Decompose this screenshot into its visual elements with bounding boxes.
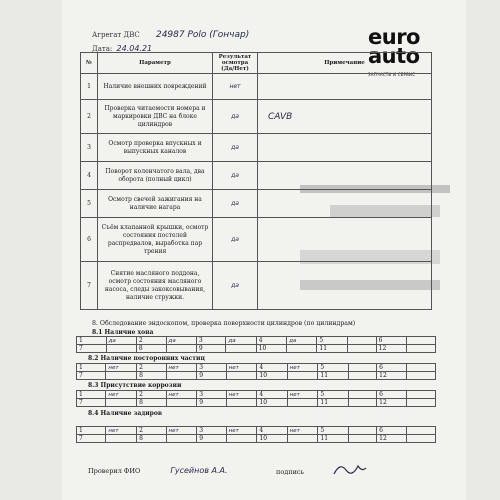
grid-row: 1 нет 2 нет 3 нет 4 нет 5 6	[77, 391, 436, 399]
checked-value: Гусейнов А.А.	[170, 466, 228, 475]
date-label: Дата: 24.04.21	[92, 44, 153, 53]
checked-by	[88, 466, 228, 475]
table-row: 5 Осмотр свечей зажигания на наличие нагара да	[81, 190, 432, 218]
grid-row: 1 да 2 да 3 да 4 да 5 6	[77, 337, 436, 345]
cylinder-grid	[76, 336, 436, 353]
grid-row: 1 нет 2 нет 3 нет 4 нет 5 6	[77, 364, 436, 372]
inspection-table	[80, 52, 432, 310]
header-param: Параметр	[98, 53, 213, 74]
subsection-title: 8.2 Наличие посторонних частиц	[88, 355, 205, 362]
header-num: №	[81, 53, 98, 74]
grid-row: 7 8 9 10 11 12	[77, 399, 436, 407]
table-row: 3 Осмотр проверка впускных и выпускных каналов да	[81, 134, 432, 162]
subsection-title: 8.3 Присутствие коррозии	[88, 382, 182, 389]
table-row: 6 Съём клапанной крышки, осмотр состояния постелей распредвалов, выработка пар трения да	[81, 218, 432, 262]
grid-row: 7 8 9 10 11 12	[77, 435, 436, 443]
header-result: Результат осмотра (Да/Нет)	[213, 53, 258, 74]
date-value: 24.04.21	[116, 44, 153, 53]
grid-row: 1 нет 2 нет 3 нет 4 нет 5 6	[77, 427, 436, 435]
table-row: 4 Поворот коленчатого вала, два оборота (полный цикл) да	[81, 162, 432, 190]
cylinder-grid	[76, 390, 436, 407]
table-row: 2 Проверка читаемости номера и маркировки ДВС на блоке цилиндров да CAVB	[81, 100, 432, 134]
subsection-title: 8.4 Наличие задиров	[88, 410, 163, 417]
checked-label: Проверил ФИО	[88, 467, 141, 475]
table-row: 1 Наличие внешних повреждений нет	[81, 74, 432, 100]
unit-label: Агрегат ДВС 24987 Polo (Гончар)	[92, 30, 250, 40]
grid-row: 7 8 9 10 11 12	[77, 372, 436, 380]
cylinder-grid	[76, 363, 436, 380]
header-note: Примечание	[258, 53, 432, 74]
cylinder-grid	[76, 426, 436, 443]
signature-mark	[330, 458, 370, 480]
section8-title: 8. Обследование эндоскопом, проверка поверхности цилиндров (по цилиндрам)	[92, 320, 356, 327]
signature-label: подпись	[276, 468, 305, 476]
euroauto-logo: euro auto ЗАПЧАСТИ И СЕРВИС	[368, 25, 420, 77]
subsection-title: 8.1 Наличие хона	[92, 329, 154, 336]
table-header-row	[81, 53, 432, 74]
grid-row: 7 8 9 10 11 12	[77, 345, 436, 353]
table-row: 7 Снятие масляного поддона, осмотр состояния масляного насоса, следы закоксовывания, наличие стружки. да	[81, 262, 432, 310]
unit-value: 24987 Polo (Гончар)	[155, 30, 250, 40]
